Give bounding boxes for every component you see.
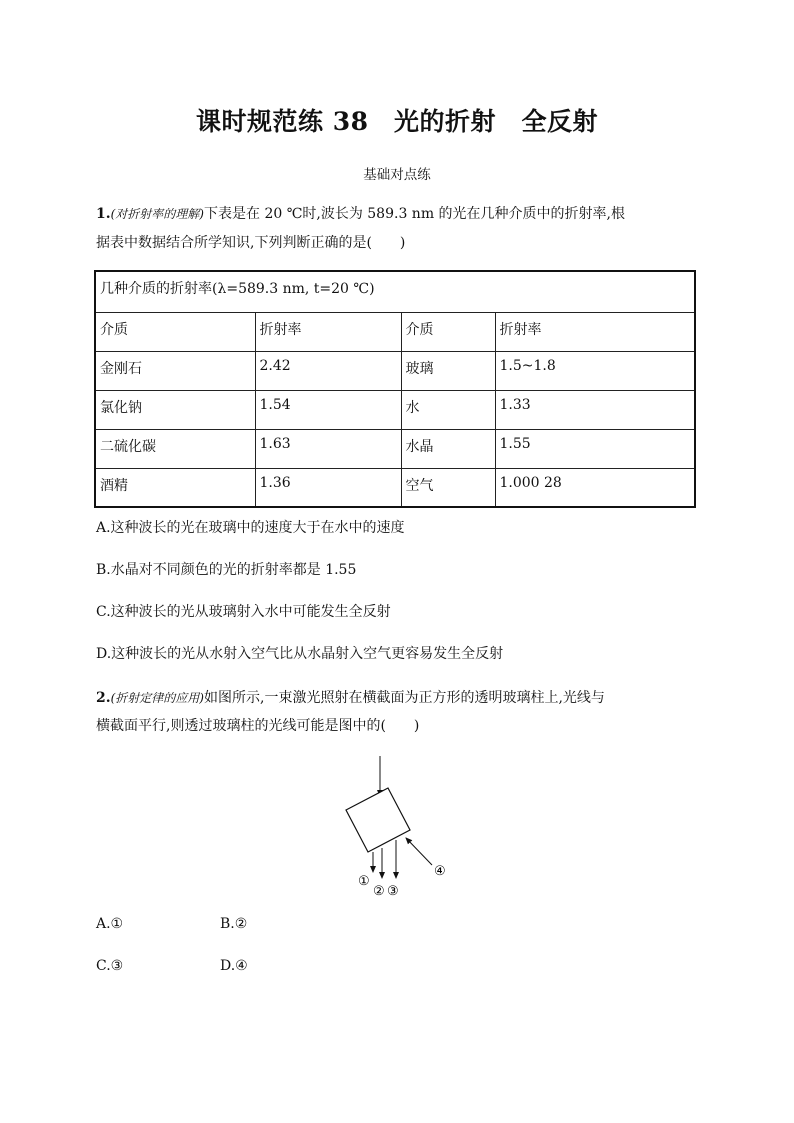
q1-text-1: 下表是在 20 ℃时,波长为 589.3 nm 的光在几种介质中的折射率,根 <box>204 206 625 222</box>
table-cell: 玻璃 <box>401 351 495 390</box>
ray-4 <box>406 838 432 865</box>
table-caption-row <box>95 271 695 312</box>
q1-stem-line2: 据表中数据结合所学知识,下列判断正确的是( ) <box>96 235 406 251</box>
section-heading: 基础对点练 <box>363 167 431 183</box>
table-cell: 1.000 28 <box>495 468 695 507</box>
label-2: ② <box>373 884 385 899</box>
q2-option-b[interactable]: B.② <box>220 916 248 932</box>
q2-stem-line1 <box>96 688 605 708</box>
table-row <box>95 351 695 390</box>
table-row <box>95 390 695 429</box>
q1-stem-line1 <box>96 204 625 224</box>
table-cell: 水 <box>401 390 495 429</box>
table-cell: 金刚石 <box>95 351 255 390</box>
q2-option-d[interactable]: D.④ <box>220 958 248 974</box>
q2-stem-line2: 横截面平行,则透过玻璃柱的光线可能是图中的( ) <box>96 718 420 734</box>
table-header: 介质 <box>95 312 255 351</box>
table-cell: 1.55 <box>495 429 695 468</box>
table-cell: 1.54 <box>255 390 401 429</box>
glass-square <box>346 788 410 852</box>
q1-option-b[interactable]: B.水晶对不同颜色的光的折射率都是 1.55 <box>96 562 357 578</box>
q1-option-d[interactable]: D.这种波长的光从水射入空气比从水晶射入空气更容易发生全反射 <box>96 646 504 662</box>
q2-number: 2. <box>96 690 111 706</box>
table-header: 介质 <box>401 312 495 351</box>
table-cell: 2.42 <box>255 351 401 390</box>
q1-number: 1. <box>96 206 111 222</box>
q1-option-c[interactable]: C.这种波长的光从玻璃射入水中可能发生全反射 <box>96 604 391 620</box>
label-1: ① <box>358 874 370 889</box>
table-cell: 1.63 <box>255 429 401 468</box>
table-row <box>95 468 695 507</box>
q1-tag: (对折射率的理解) <box>110 207 204 221</box>
table-header-row <box>95 312 695 351</box>
refraction-table <box>94 270 696 508</box>
table-header: 折射率 <box>255 312 401 351</box>
table-cell: 酒精 <box>95 468 255 507</box>
glass-prism-figure <box>340 752 460 902</box>
q1-option-a[interactable]: A.这种波长的光在玻璃中的速度大于在水中的速度 <box>96 520 405 536</box>
q2-option-a[interactable]: A.① <box>96 916 124 932</box>
table-caption: 几种介质的折射率(λ=589.3 nm, t=20 ℃) <box>95 271 695 312</box>
table-header: 折射率 <box>495 312 695 351</box>
table-row <box>95 429 695 468</box>
table-cell: 1.36 <box>255 468 401 507</box>
q2-option-c[interactable]: C.③ <box>96 958 124 974</box>
label-3: ③ <box>387 884 399 899</box>
page-title: 课时规范练 38 光的折射 全反射 <box>196 107 598 136</box>
table-cell: 1.5~1.8 <box>495 351 695 390</box>
q2-tag: (折射定律的应用) <box>110 691 204 705</box>
label-4: ④ <box>434 864 446 879</box>
table-cell: 1.33 <box>495 390 695 429</box>
table-cell: 二硫化碳 <box>95 429 255 468</box>
table-cell: 空气 <box>401 468 495 507</box>
table-cell: 氯化钠 <box>95 390 255 429</box>
table-cell: 水晶 <box>401 429 495 468</box>
q2-text-1: 如图所示,一束激光照射在横截面为正方形的透明玻璃柱上,光线与 <box>204 690 605 706</box>
